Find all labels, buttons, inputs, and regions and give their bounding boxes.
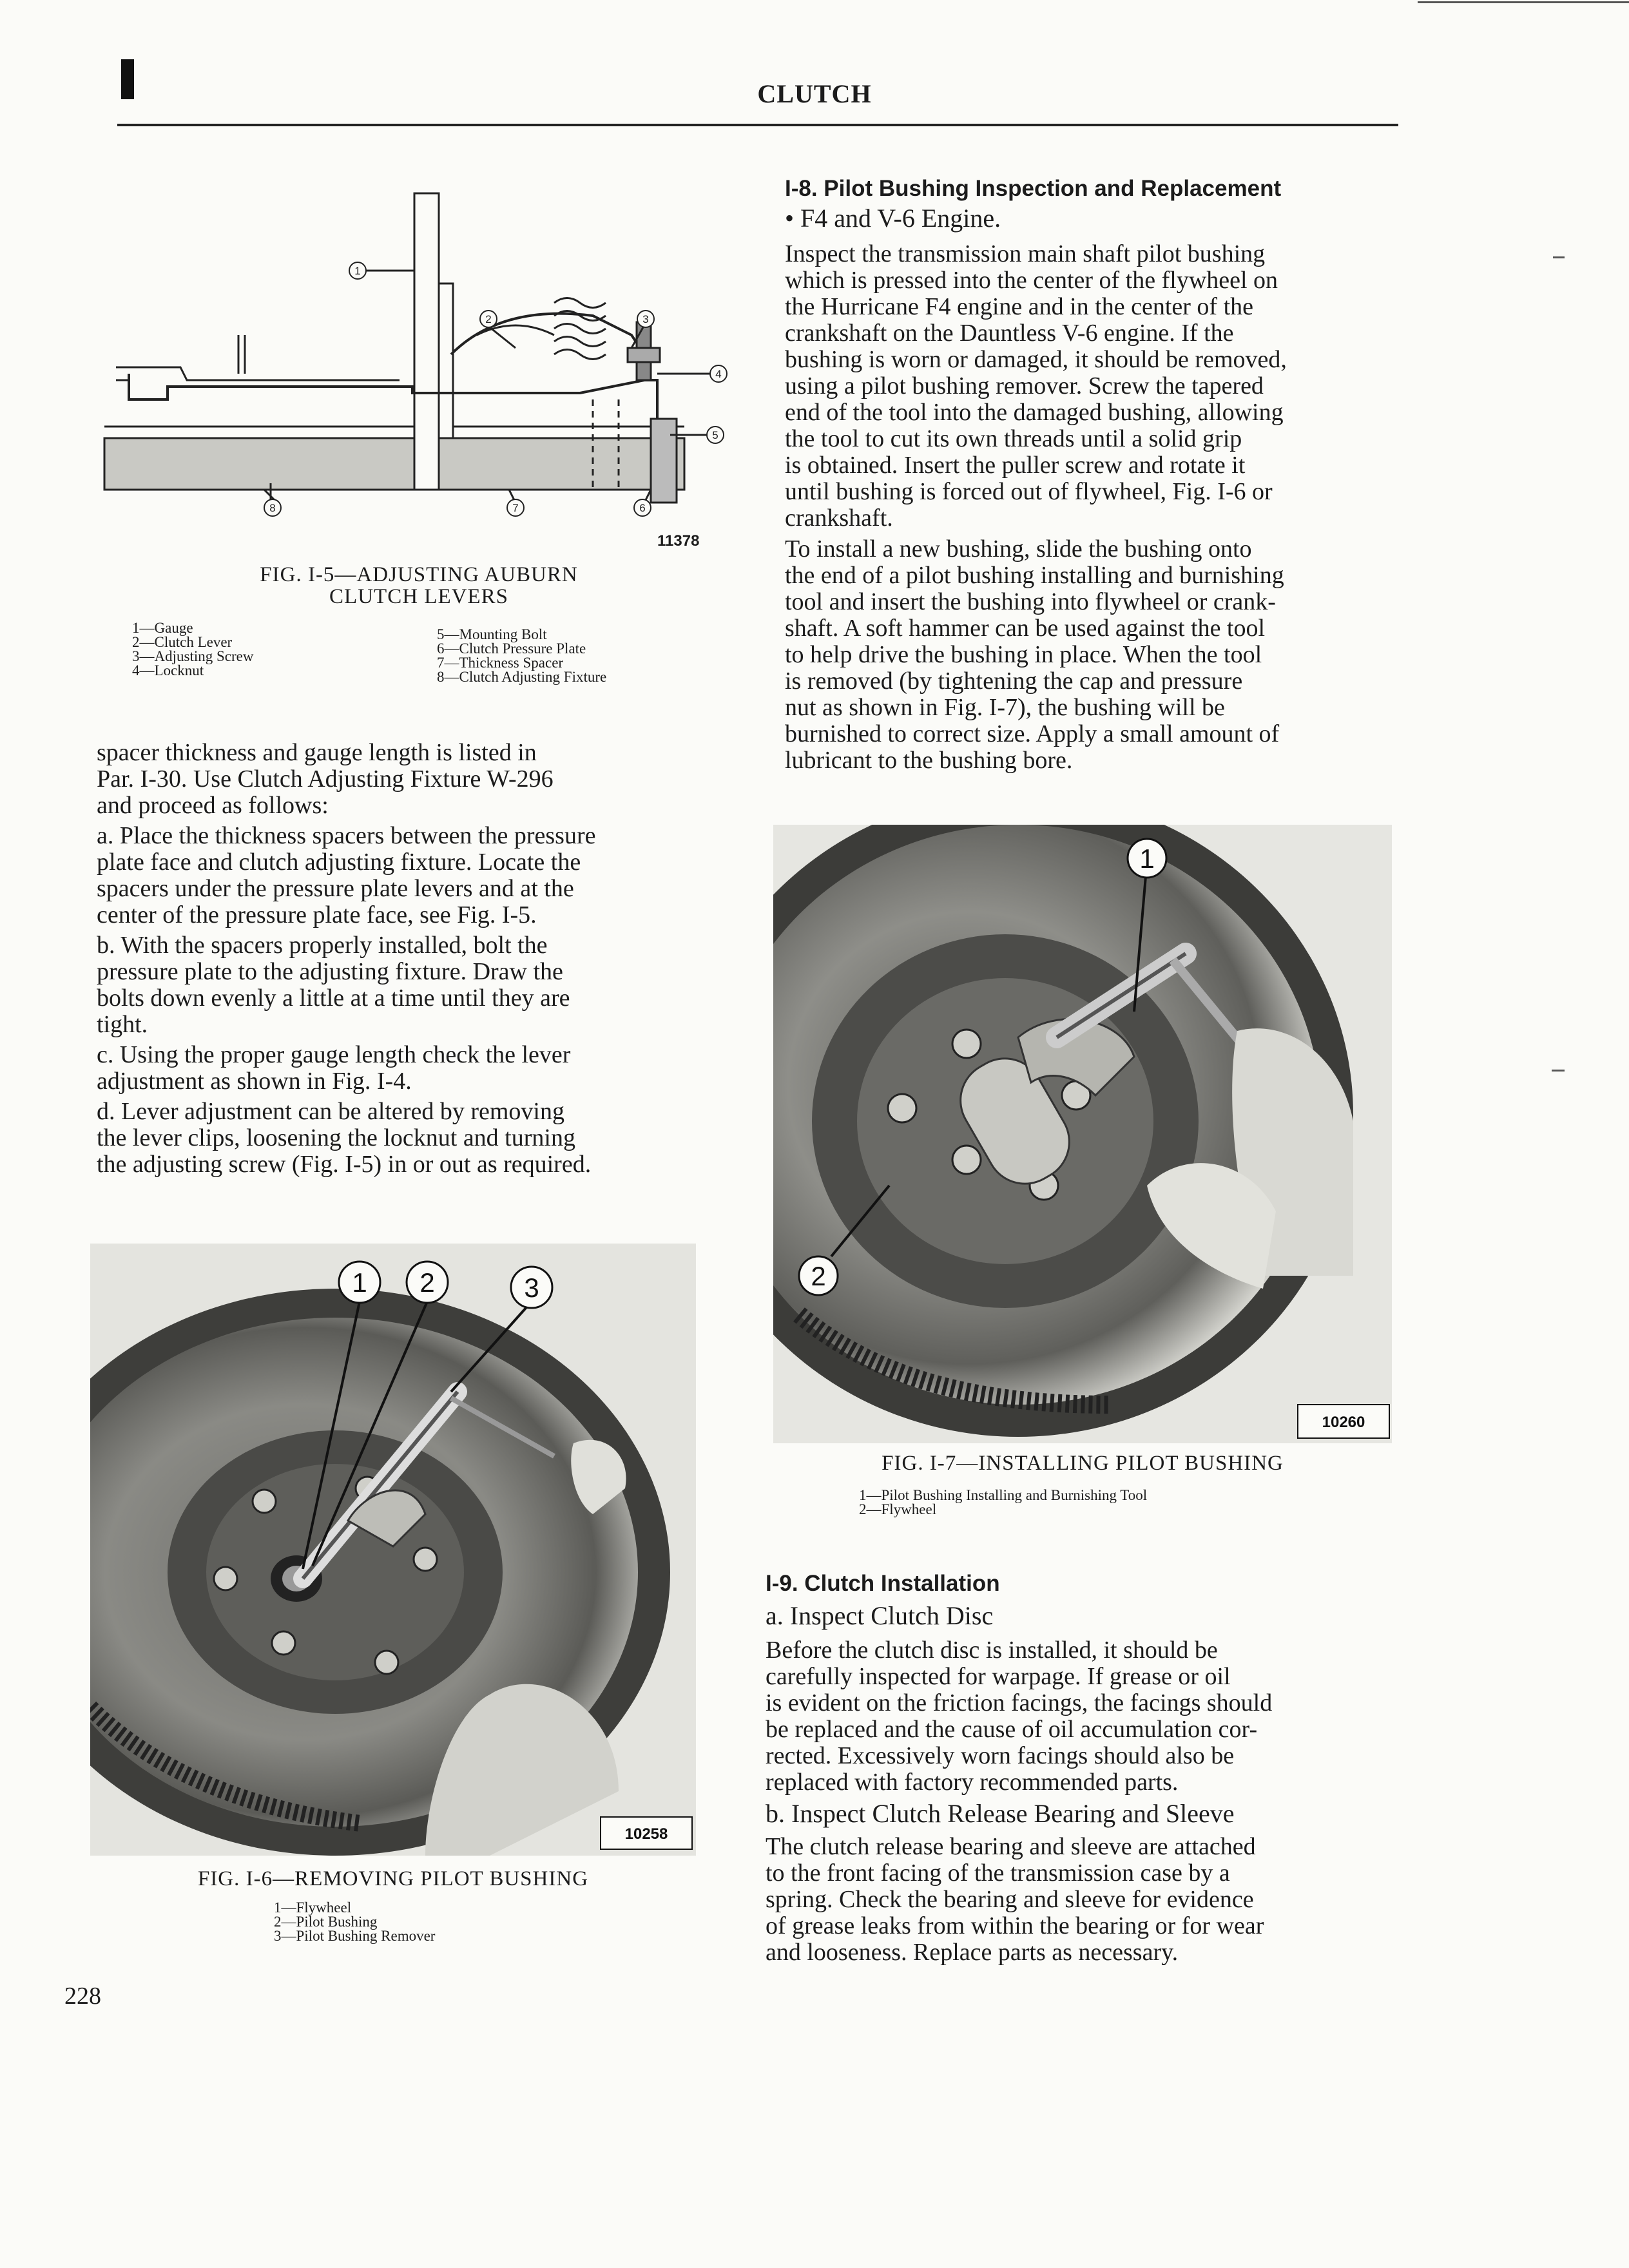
fig-i6-callout-3: 3 (524, 1273, 539, 1303)
legend-item: 1—Flywheel (274, 1899, 352, 1916)
fig-i6-photo (90, 1244, 696, 1856)
legend-item: 2—Clutch Lever (132, 634, 233, 650)
section-i9-sub-b: b. Inspect Clutch Release Bearing and Sleeve (766, 1799, 1235, 1828)
section-i8-heading: I-8. Pilot Bushing Inspection and Replacement (785, 176, 1282, 201)
section-i8-subheading: • F4 and V-6 Engine. (785, 204, 1001, 233)
fig-i5-legend-right (437, 628, 606, 684)
para-spacer-thickness: spacer thickness and gauge length is listed in Par. I-30. Use Clutch Adjusting Fixture W-296 and proceed as follows: (97, 739, 554, 819)
fig-i7-number: 10260 (1322, 1414, 1365, 1431)
scan-edge-mark (1553, 256, 1565, 258)
legend-item: 2—Pilot Bushing (274, 1914, 378, 1930)
section-i9-para-a: Before the clutch disc is installed, it should be carefully inspected for warpage. If grease or oil is evident on the friction facings, the facings should be replaced and the cause of oil accumulation cor- rected. Excessively worn facings should also be replaced with factory recommended parts. (766, 1637, 1273, 1796)
fig-i7-photo (773, 825, 1392, 1443)
legend-item: 1—Gauge (132, 620, 193, 636)
section-i8-para2: To install a new bushing, slide the bushing onto the end of a pilot bushing installing and burnishing tool and insert the bushing into flywheel or crank- shaft. A soft hammer can be used against the tool to help drive the bushing in place. When the tool is removed (by tightening the cap and pressure nut as shown in Fig. I-7), the bushing will be burnished to correct size. Apply a small amount of lubricant to the bushing bore. (785, 535, 1284, 774)
fig-i6-legend (274, 1901, 435, 1943)
fig-i5-callout-3: 3 (642, 313, 649, 325)
scan-edge-mark (1418, 1, 1629, 3)
legend-item: 5—Mounting Bolt (437, 626, 547, 642)
fig-i5-legend-left (132, 621, 253, 678)
fig-i7-callout-1: 1 (1139, 843, 1155, 874)
fig-i5-caption-line1: FIG. I-5—ADJUSTING AUBURN (260, 563, 578, 586)
legend-item: 7—Thickness Spacer (437, 655, 564, 671)
section-i9-para-b: The clutch release bearing and sleeve are attached to the front facing of the transmission case by a spring. Check the bearing and sleeve for evidence of grease leaks from within the bearing or for wear and looseness. Replace parts as necessary. (766, 1833, 1264, 1966)
fig-i5-callout-7: 7 (512, 502, 519, 514)
fig-i5-callout-5: 5 (712, 429, 718, 441)
fig-i6-caption: FIG. I-6—REMOVING PILOT BUSHING (197, 1867, 589, 1890)
legend-item: 2—Flywheel (859, 1501, 937, 1517)
fig-i5-caption-line2: CLUTCH LEVERS (329, 585, 508, 608)
step-a: a. Place the thickness spacers between the pressure plate face and clutch adjusting fixture. Locate the spacers under the pressure plate levers and at the center of the pressure plate face, see Fig. I-5. (97, 822, 596, 928)
fig-i6-callout-1: 1 (352, 1267, 367, 1298)
section-i9-heading: I-9. Clutch Installation (766, 1571, 1000, 1596)
section-i8-para1: Inspect the transmission main shaft pilot bushing which is pressed into the center of the flywheel on the Hurricane F4 engine and in the center of the crankshaft on the Dauntless V-6 engine. If the bushing is worn or damaged, it should be removed, using a pilot bushing remover. Screw the tapered end of the tool into the damaged bushing, allowing the tool to cut its own threads until a solid grip is obtained. Insert the puller screw and rotate it until bushing is forced out of flywheel, Fig. I-6 or crankshaft. (785, 240, 1287, 532)
legend-item: 3—Pilot Bushing Remover (274, 1928, 436, 1944)
scan-edge-mark (1552, 1070, 1565, 1072)
legend-item: 8—Clutch Adjusting Fixture (437, 669, 607, 685)
header-rule (117, 124, 1398, 126)
fig-i5-callout-8: 8 (269, 502, 276, 514)
fig-i7-callout-2: 2 (811, 1261, 826, 1291)
page-number: 228 (64, 1983, 101, 2010)
fig-i7-legend (859, 1488, 1147, 1517)
legend-item: 1—Pilot Bushing Installing and Burnishing Tool (859, 1487, 1148, 1503)
fig-i5-callout-6: 6 (639, 502, 646, 514)
fig-i5-callout-4: 4 (715, 368, 722, 380)
fig-i5-callout-2: 2 (485, 313, 492, 325)
fig-i5-diagram (90, 187, 735, 554)
fig-i5-callout-1: 1 (354, 265, 361, 277)
step-d: d. Lever adjustment can be altered by removing the lever clips, loosening the locknut and turning the adjusting screw (Fig. I-5) in or out as required. (97, 1098, 592, 1178)
page-header-title: CLUTCH (757, 79, 872, 108)
step-b: b. With the spacers properly installed, bolt the pressure plate to the adjusting fixture. Draw the bolts down evenly a little at a time until they are tight. (97, 932, 570, 1038)
section-i9-sub-a: a. Inspect Clutch Disc (766, 1601, 994, 1630)
legend-item: 4—Locknut (132, 662, 204, 678)
legend-item: 3—Adjusting Screw (132, 648, 254, 664)
left-column-text (97, 740, 709, 1178)
fig-i5-number: 11378 (657, 532, 700, 550)
fig-i6-number: 10258 (624, 1825, 668, 1843)
legend-item: 6—Clutch Pressure Plate (437, 640, 586, 657)
fig-i6-callout-2: 2 (419, 1267, 435, 1298)
step-c: c. Using the proper gauge length check the lever adjustment as shown in Fig. I-4. (97, 1041, 571, 1095)
fig-i7-caption: FIG. I-7—INSTALLING PILOT BUSHING (882, 1452, 1284, 1475)
